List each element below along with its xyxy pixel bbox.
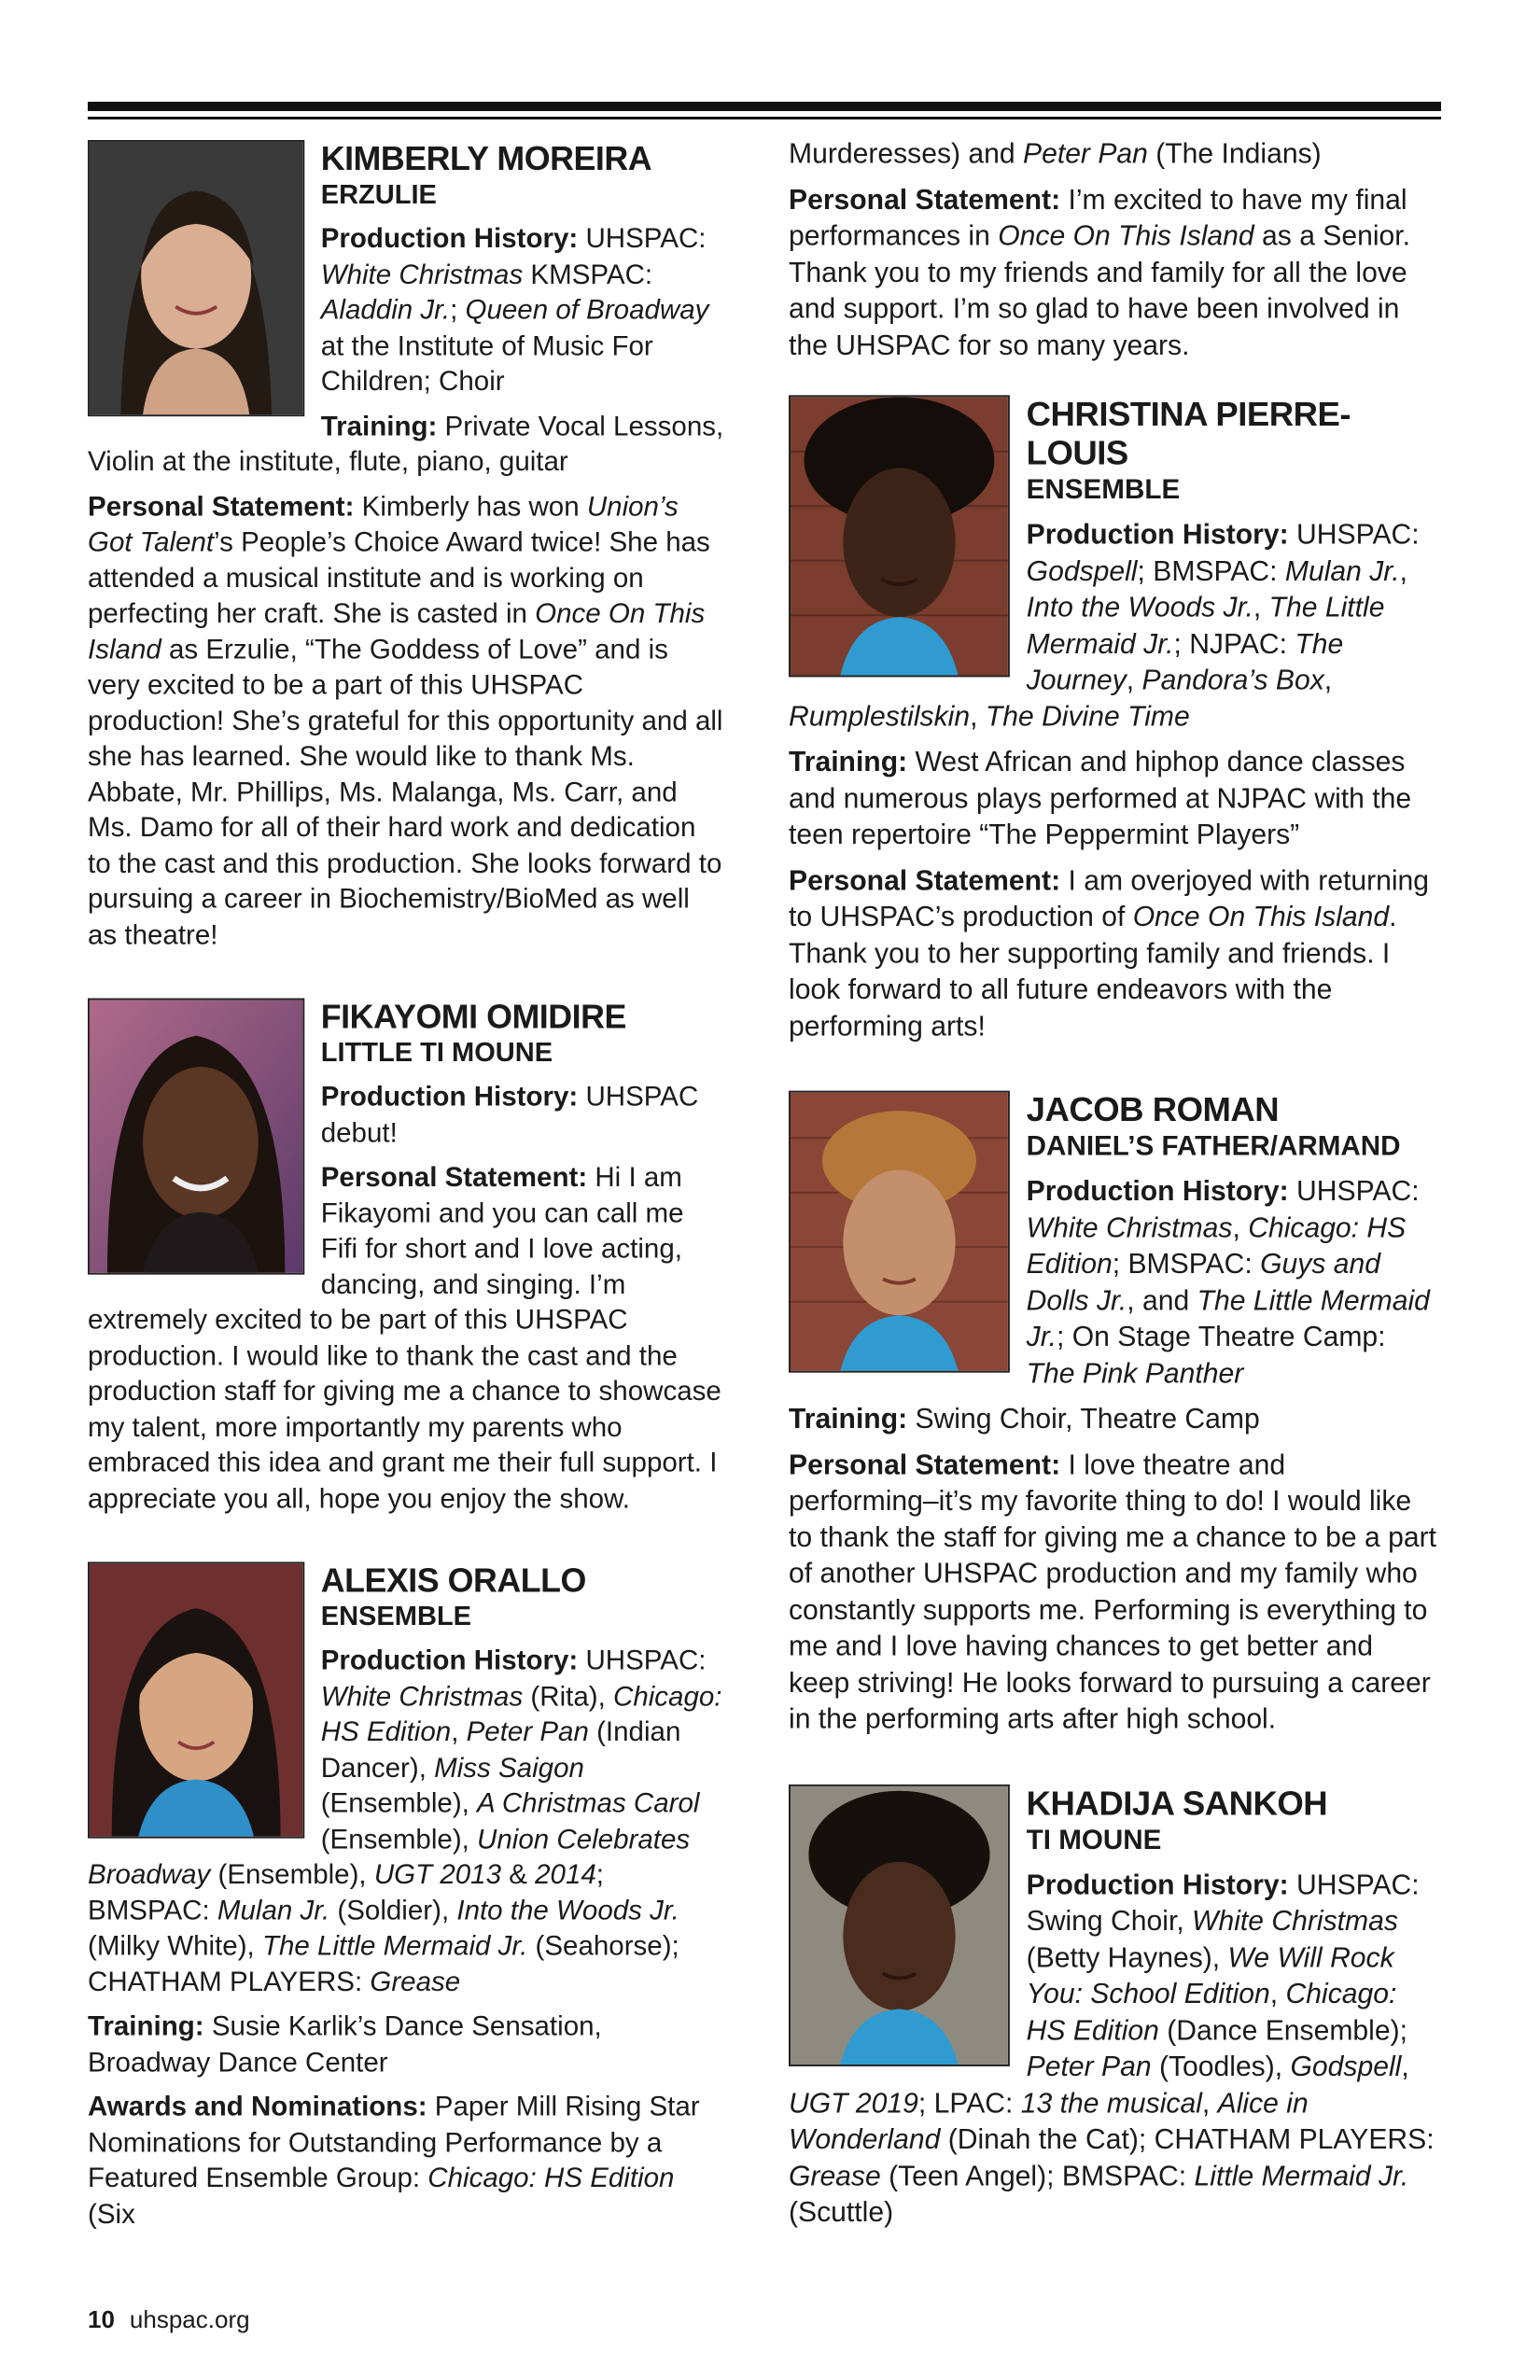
cast-name: KHADIJA SANKOH xyxy=(1026,1784,1328,1822)
cast-name: CHRISTINA PIERRE-LOUIS xyxy=(1026,395,1351,472)
body-text: ; LPAC: xyxy=(917,2087,1021,2119)
italic-title-text: Little Mermaid Jr. xyxy=(1194,2160,1409,2191)
page-number: 10 xyxy=(88,2305,115,2333)
body-text: , xyxy=(1399,554,1407,587)
production-history-label: Production History: xyxy=(1026,518,1289,551)
italic-title-text: The Divine Time xyxy=(985,700,1190,733)
cast-role: TI MOUNE xyxy=(1026,1824,1162,1855)
headshot-photo xyxy=(789,395,1010,677)
footer-website: uhspac.org xyxy=(129,2305,250,2333)
body-text: , xyxy=(1232,1211,1249,1243)
body-text: (Dance Ensemble); xyxy=(1158,2014,1407,2046)
body-text: UHSPAC: xyxy=(1288,1175,1420,1207)
body-text: I’m excited to have my final performances in xyxy=(789,183,1407,252)
italic-title-text: Into the Woods Jr. xyxy=(1026,591,1253,623)
training-label: Training: xyxy=(789,746,908,778)
italic-title-text: Grease xyxy=(789,2160,881,2191)
training-label: Training: xyxy=(320,410,438,441)
body-text: UHSPAC: xyxy=(578,223,707,254)
body-text: Hi I am Fikayomi and you can call me Fifi for short and I love acting, dancing, and singing. I’m extremely excited to be part of this UHSPAC production. I would like to thank the cast and the production staff for giving me a chance to showcase my talent, more importantly my parents who embraced this idea and grant me their full support. I appreciate you all, hope you enjoy the show. xyxy=(88,1161,721,1514)
body-text: (Milky White), xyxy=(88,1930,262,1962)
body-text: & xyxy=(501,1858,536,1890)
italic-title-text: The Pink Panther xyxy=(1026,1357,1244,1389)
production-history-label: Production History: xyxy=(1026,1175,1289,1207)
body-text: Murderesses) and xyxy=(789,137,1023,170)
italic-title-text: White Christmas xyxy=(320,1680,524,1712)
italic-title-text: Once On This Island xyxy=(88,597,706,665)
body-text: West African and hiphop dance classes and numerous plays performed at NJPAC with the teen repertoire “The Peppermint Players” xyxy=(789,746,1412,850)
body-text: (Toodles), xyxy=(1151,2051,1291,2082)
italic-title-text: Union Celebrates Broadway xyxy=(88,1823,691,1890)
training-label: Training: xyxy=(789,1403,908,1435)
personal-statement-text xyxy=(88,491,722,950)
continued-history-text xyxy=(789,138,1322,170)
production-history-label: Production History: xyxy=(1026,1869,1289,1900)
body-text: , xyxy=(1269,1978,1286,2009)
production-history-label: Production History: xyxy=(320,1081,579,1113)
body-text: (Indian Dancer), xyxy=(320,1715,681,1784)
cast-role: LITTLE TI MOUNE xyxy=(320,1038,553,1069)
italic-title-text: 2014 xyxy=(535,1858,596,1890)
body-text: (The Indians) xyxy=(1147,137,1322,170)
bio-continued xyxy=(789,136,1438,364)
body-text: , xyxy=(1126,664,1142,696)
bio-jacob-roman xyxy=(789,1091,1438,1747)
italic-title-text: Mulan Jr. xyxy=(1284,554,1400,587)
bio-fikayomi-omidire xyxy=(88,998,724,1525)
body-text: (Soldier), xyxy=(329,1895,457,1926)
italic-title-text: We Will Rock You: School Edition xyxy=(1026,1941,1394,2009)
left-column xyxy=(88,140,724,2277)
body-text: , xyxy=(1253,591,1269,623)
italic-title-text: Chicago: HS Edition xyxy=(1026,1978,1397,2046)
personal-statement-text xyxy=(789,1449,1436,1734)
awards-label: Awards and Nominations: xyxy=(88,2091,427,2122)
production-history-label: Production History: xyxy=(320,1645,579,1676)
italic-title-text: Rumplestilskin xyxy=(789,700,971,733)
italic-title-text: Peter Pan xyxy=(466,1715,589,1747)
italic-title-text: Once On This Island xyxy=(998,219,1254,252)
bio-alexis-orallo xyxy=(88,1561,724,2241)
body-text: as Erzulie, “The Goddess of Love” and is very excited to be a part of this UHSPAC production! She’s grateful for this opportunity and all she has learned. She would like to thank Ms. Abbate, Mr. Phillips, Ms. Malanga, Ms. Carr, and Ms. Damo for all of their hard work and dedication to the cast and this production. She looks forward to pursuing a career in Biochemistry/BioMed as well as theatre! xyxy=(88,633,723,950)
italic-title-text: Peter Pan xyxy=(1022,137,1148,170)
body-text: (Ensemble), xyxy=(320,1787,478,1819)
body-text: UHSPAC: Swing Choir, xyxy=(1026,1869,1420,1937)
personal-statement-label: Personal Statement: xyxy=(88,491,355,522)
body-text: Private Vocal Lessons, Violin at the institute, flute, piano, guitar xyxy=(88,410,724,478)
italic-title-text: Peter Pan xyxy=(1026,2051,1152,2082)
body-text: . Thank you to her supporting family and friends. I look forward to all future endeavors with the performing arts! xyxy=(789,901,1397,1042)
headshot-photo xyxy=(789,1091,1010,1373)
personal-statement xyxy=(789,182,1438,364)
personal-statement-label: Personal Statement: xyxy=(320,1161,588,1193)
body-text: ; BMSPAC: xyxy=(1112,1248,1261,1280)
body-text: Swing Choir, Theatre Camp xyxy=(907,1403,1260,1435)
training xyxy=(88,409,724,480)
body-text: as a Senior. Thank you to my friends and family for all the love and support. I’m so glad to have been involved in the UHSPAC for so many years. xyxy=(789,219,1411,361)
training xyxy=(789,1401,1438,1437)
body-text: , xyxy=(451,1715,467,1747)
body-text: , xyxy=(1323,664,1333,696)
cast-role: DANIEL’S FATHER/ARMAND xyxy=(1026,1131,1401,1162)
italic-title-text: Pandora’s Box xyxy=(1141,664,1324,696)
body-text: , xyxy=(1201,2087,1218,2119)
cast-name: ALEXIS ORALLO xyxy=(320,1561,586,1600)
body-text: , and xyxy=(1127,1284,1197,1316)
bio-kimberly-moreira xyxy=(88,140,724,962)
cast-name: KIMBERLY MOREIRA xyxy=(320,140,652,177)
body-text: (Dinah the Cat); CHATHAM PLAYERS: xyxy=(940,2123,1435,2155)
italic-title-text: Godspell xyxy=(1026,554,1138,587)
production-history-text xyxy=(1027,1175,1430,1389)
body-text: UHSPAC debut! xyxy=(320,1081,699,1148)
training xyxy=(88,2009,724,2080)
body-text: (Scuttle) xyxy=(789,2196,894,2228)
italic-title-text: Union’s Got Talent xyxy=(88,491,679,558)
italic-title-text: White Christmas xyxy=(1192,1905,1398,1937)
body-text: UHSPAC: xyxy=(1288,518,1420,551)
italic-title-text: The Journey xyxy=(1026,627,1344,696)
body-text: Paper Mill Rising Star Nominations for Outstanding Performance by a Featured Ensemble Group: xyxy=(88,2091,700,2193)
italic-title-text: UGT 2013 xyxy=(373,1858,502,1890)
body-text: , xyxy=(970,700,986,733)
body-text: (Betty Haynes), xyxy=(1026,1941,1228,1973)
body-text: KMSPAC: xyxy=(523,259,653,290)
body-text: (Six xyxy=(88,2198,135,2230)
personal-statement-label: Personal Statement: xyxy=(789,183,1061,216)
italic-title-text: White Christmas xyxy=(1026,1211,1233,1243)
personal-statement xyxy=(789,1447,1438,1738)
body-text: I love theatre and performing–it’s my favorite thing to do! I would like to thank the staff for giving me a chance to be a part of another UHSPAC production and my family who constantly supports me. Performing is everything to me and I love having chances to get better and keep striving! He looks forward to pursuing a career in the performing arts after high school. xyxy=(789,1449,1437,1735)
cast-role: ENSEMBLE xyxy=(1026,474,1181,505)
awards-and-nominations xyxy=(88,2090,724,2233)
body-text: Susie Karlik’s Dance Sensation, Broadway Dance Center xyxy=(88,2010,602,2078)
italic-title-text: The Little Mermaid Jr. xyxy=(1026,1284,1430,1352)
italic-title-text: Aladdin Jr. xyxy=(320,294,451,326)
italic-title-text: Grease xyxy=(370,1966,461,1997)
training-text xyxy=(907,1403,1260,1435)
personal-statement xyxy=(88,489,724,953)
italic-title-text: The Little Mermaid Jr. xyxy=(1026,591,1385,660)
body-text: , xyxy=(1401,2051,1409,2082)
body-text: (Teen Angel); BMSPAC: xyxy=(880,2160,1195,2191)
body-text: ’s People’s Choice Award twice! She has attended a musical institute and is working on perfecting her craft. She is casted in xyxy=(88,526,710,629)
italic-title-text: 13 the musical xyxy=(1020,2087,1202,2119)
italic-title-text: Godspell xyxy=(1290,2051,1402,2082)
italic-title-text: A Christmas Carol xyxy=(477,1787,700,1819)
header-rule-thin xyxy=(88,117,1441,119)
personal-statement xyxy=(789,862,1438,1044)
italic-title-text: Mulan Jr. xyxy=(217,1895,330,1926)
italic-title-text: White Christmas xyxy=(320,259,524,290)
body-text: (Seahorse); CHATHAM PLAYERS: xyxy=(88,1930,679,1997)
italic-title-text: UGT 2019 xyxy=(789,2087,918,2119)
headshot-photo xyxy=(88,140,304,416)
continued-text xyxy=(789,136,1438,173)
italic-title-text: Chicago: HS Edition xyxy=(320,1680,722,1747)
italic-title-text: The Little Mermaid Jr. xyxy=(261,1930,528,1962)
body-text: at the Institute of Music For Children; Choir xyxy=(320,329,653,397)
training xyxy=(789,744,1438,853)
italic-title-text: Queen of Broadway xyxy=(465,294,709,326)
body-text: UHSPAC: xyxy=(578,1645,707,1676)
body-text: ; On Stage Theatre Camp: xyxy=(1056,1321,1386,1352)
italic-title-text: Guys and Dolls Jr. xyxy=(1026,1248,1380,1316)
body-text: ; BMSPAC: xyxy=(88,1858,605,1926)
personal-statement-label: Personal Statement: xyxy=(789,864,1061,896)
italic-title-text: Chicago: HS Edition xyxy=(1026,1211,1407,1280)
headshot-photo xyxy=(88,998,304,1274)
cast-name: JACOB ROMAN xyxy=(1026,1090,1280,1129)
production-history-label: Production History: xyxy=(320,223,579,254)
right-column xyxy=(789,136,1438,2277)
headshot-photo xyxy=(789,1784,1010,2065)
training-label: Training: xyxy=(88,2010,204,2042)
bio-khadija-sankoh xyxy=(789,1784,1438,2240)
italic-title-text: Into the Woods Jr. xyxy=(456,1895,679,1926)
headshot-photo xyxy=(88,1561,304,1838)
cast-role: ERZULIE xyxy=(320,179,437,210)
body-text: ; NJPAC: xyxy=(1173,627,1295,660)
italic-title-text: Once On This Island xyxy=(1132,901,1390,932)
cast-role: ENSEMBLE xyxy=(320,1602,472,1631)
header-rule-thick xyxy=(88,102,1441,111)
body-text: ; xyxy=(450,294,466,326)
body-text: (Rita), xyxy=(523,1680,614,1712)
body-text: Kimberly has won xyxy=(354,491,587,522)
italic-title-text: Alice in Wonderland xyxy=(789,2087,1309,2155)
italic-title-text: Chicago: HS Edition xyxy=(427,2163,675,2193)
cast-name: FIKAYOMI OMIDIRE xyxy=(320,998,626,1036)
body-text: ; BMSPAC: xyxy=(1137,554,1285,587)
personal-statement-label: Personal Statement: xyxy=(789,1449,1061,1480)
body-text: (Ensemble), xyxy=(210,1858,374,1890)
body-text: I am overjoyed with returning to UHSPAC’s production of xyxy=(789,864,1430,932)
italic-title-text: Miss Saigon xyxy=(434,1752,584,1784)
page-footer xyxy=(88,2305,250,2334)
bio-christina-pierre-louis xyxy=(789,395,1438,1054)
body-text: (Ensemble), xyxy=(320,1823,478,1855)
